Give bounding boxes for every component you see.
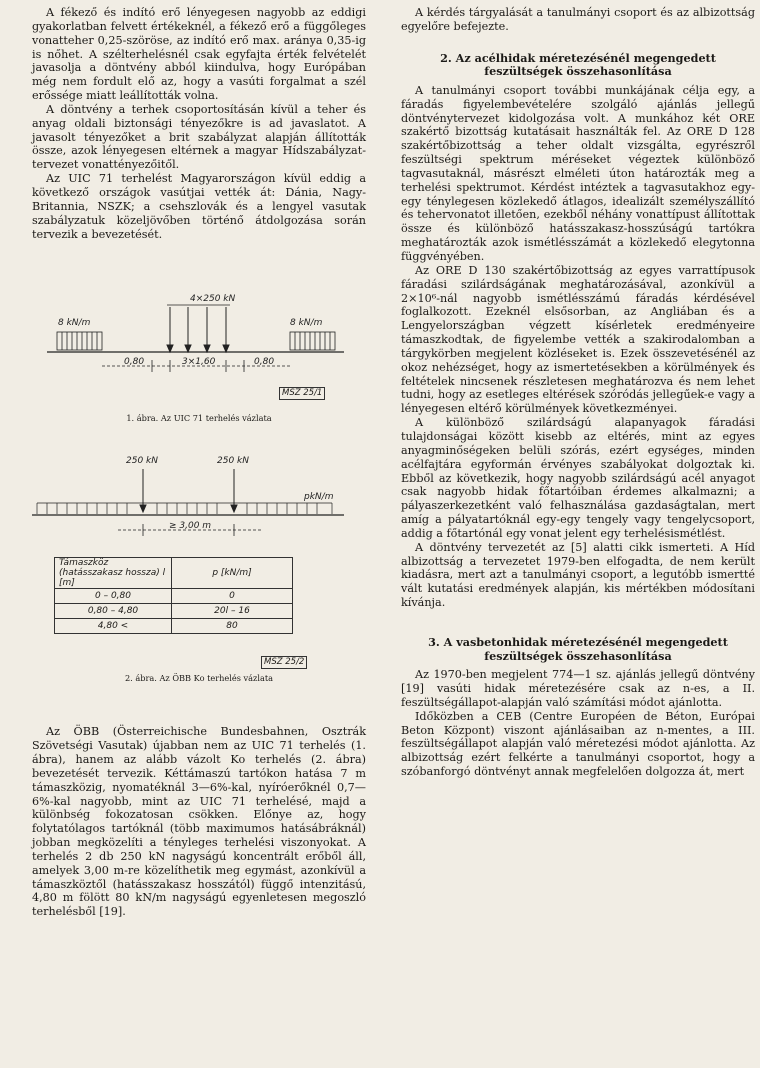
figure-2-pk-label: pkN/m <box>304 492 334 503</box>
figure-1-dim-mid: 3×1,60 <box>182 357 216 368</box>
left-paragraph-3: Az UIC 71 terhelést Magyarországon kívül eddig a következő országok vasútjai vették át: Dánia, Nagy-Britannia, NSZK; a csehszlovák és a lengyel vasutak szabályzatuk közeljövőben történő átdolgozása során tervezik a bevezetését. <box>32 172 366 241</box>
right-paragraph-0: A kérdés tárgyalását a tanulmányi csoport és az albizottság egyelőre befejezte. <box>401 6 755 33</box>
figure-2-force-arrows <box>140 469 237 512</box>
figure-2-table-cell-p: 20l – 16 <box>172 604 293 619</box>
figure-2-table-cell-p: 0 <box>172 589 293 604</box>
figure-2-table-cell-p: 80 <box>172 619 293 634</box>
figure-2-stamp: MSZ 25/2 <box>261 656 307 669</box>
figure-2-table-header-span: Támaszköz (hatásszakasz hossza) l [m] <box>55 558 172 589</box>
figure-1-stamp: MSZ 25/1 <box>279 387 325 400</box>
figure-2-force-2-label: 250 kN <box>217 456 249 467</box>
section-heading-2: 2. Az acélhidak méretezésénél megengedett feszültségek összehasonlítása <box>440 50 716 79</box>
figure-1-distributed-loads <box>57 332 335 350</box>
left-column <box>32 6 366 919</box>
figure-2-table-cell-l: 0,80 – 4,80 <box>55 604 172 619</box>
figure-1-dim-right: 0,80 <box>254 357 275 368</box>
figure-2-dimension: ≥ 3,00 m <box>169 521 212 532</box>
figure-1-force-arrows <box>167 307 229 352</box>
table-row <box>55 589 293 604</box>
figure-1-dim-left: 0,80 <box>124 357 145 368</box>
right-paragraph-4: A döntvény tervezetét az [5] alatti cikk ismerteti. A Híd albizottság a tervezetet 1979-ben elfogadta, de nem került kiadásra, mert azt a tanulmányi csoport, a legutóbb ismertté vált kutatási eredmények alapján, kis mértékben módosítani kívánja. <box>401 540 755 610</box>
figure-1-left-load-label: 8 kN/m <box>58 318 91 329</box>
figure-2-table-cell-l: 4,80 < <box>55 619 172 634</box>
figure-2-distributed-load <box>37 503 332 514</box>
section-heading-3: 3. A vasbetonhidak méretezésénél megengedett feszültségek összehasonlítása <box>428 634 728 663</box>
right-paragraph-1: A tanulmányi csoport további munkájának célja egy, a fáradás figyelembevételére szolgáló ajánlás jellegű döntvénytervezet kidolgozása volt. A munkához két ORE szakértő bizottság kutatásait használták fel. Az ORE D 128 szakértőbizottság a teher oldalt vizsgálta, egyrészről feszültségi spektrum méréseket végeztek különböző tagvasutaknál, másrészt elméleti úton határozták meg a terhelési spektrumot. Kérdést intéztek a tagvasutakhoz egy-egy ténylegesen közlekedő átlagos, idealizált személyszállító és tehervonatot illetően, ezekből néhány vonattípust állítottak össze és különböző hatásszakasz-hosszúságú tartókra meghatározták azok ismétlésszámát a közlekedő elegytonna függvényében. <box>401 83 755 263</box>
figure-1 <box>32 241 366 427</box>
right-paragraph-5: Az 1970-ben megjelent 774—1 sz. ajánlás jellegű döntvény [19] vasúti hidak méretezésére csak az n-es, a II. feszültségállapot-alapján való számítási módot ajánlotta. <box>401 668 755 709</box>
table-row <box>55 619 293 634</box>
left-paragraph-2: A döntvény a terhek csoportosításán kívül a teher és anyag oldali biztonsági tényezőkre is ad javaslatot. A javasolt tényezőket a brit szabályzat alapján állították össze, azok lényegesen eltérnek a magyar Hídszabályzat-tervezet vonattényezőitől. <box>32 102 366 172</box>
figure-2-table-cell-l: 0 – 0,80 <box>55 589 172 604</box>
figure-2-table-header-p: p [kN/m] <box>172 558 293 589</box>
figure-1-right-load-label: 8 kN/m <box>290 318 323 329</box>
right-paragraph-6: Időközben a CEB (Centre Européen de Béton, Európai Beton Központ) viszont ajánlásaiban az n-mentes, a III. feszültségállapot alapján való méretezési módot ajánlotta. Az albizottság ezért felkérte a tanulmányi csoportot, hogy a szóbanforgó döntvényt annak megfelelően dolgozza át, mert <box>401 709 755 779</box>
table-row <box>55 604 293 619</box>
figure-2-force-1-label: 250 kN <box>126 456 158 467</box>
right-paragraph-2: Az ORE D 130 szakértőbizottság az egyes varrattípusok fáradási szilárdságának meghatározásával, azonkívül a 2×10⁶-nál nagyobb ismétlésszámú fáradás kérdésével foglalkozott. Ezeknél elsősorban, az Angliában és a Lengyelországban végzett kísérletek eredményeire támaszkodtak, de figyelembe vették a szakirodalomban a tárgykörben megjelent közléseket is. Ezek összevetésénél az okoz nehézséget, hogy az ismertetésekben a körülmények és feltételek nincsenek részletesen meghatározva és nem lehet tudni, hogy az esetleges eltérések szóródás jellegűek-e vagy a lényegesen eltérő körülmények következményei. <box>401 263 755 416</box>
figure-2-caption: 2. ábra. Az ÖBB Ko terhelés vázlata <box>124 673 274 684</box>
right-paragraph-3: A különböző szilárdságú alapanyagok fáradási tulajdonságai között kisebb az eltérés, mint az egyes anyagminőségeken belüli szórás, ezért egységes, minden acélfajtára egyformán érvényes szabályokat dolgoztak ki. Ebből az következik, hogy nagyobb szilárdságú acél anyagot csak nagyobb hidak főtartóiban érdemes alkalmazni; a pályaszerkezetként való felhasználása gazdaságtalan, mert amíg a pályatartóknál egy-egy tengely vagy tengelycsoport, addig a főtartónál egy vonat jelent egy terhelésismétlést. <box>401 416 755 540</box>
figure-1-caption: 1. ábra. Az UIC 71 terhelés vázlata <box>126 413 272 424</box>
left-paragraph-1: A fékező és indító erő lényegesen nagyobb az eddigi gyakorlatban felvett értékeknél, a fékező erő a függőleges vonatteher 0,25-szöröse, az indító erő max. aránya 0,35-ig is nőhet. A szélterhelésnél csak egyfajta érték felvételét javasolja a döntvény abból kiindulva, hogy Európában még nem fordult elő az, hogy a vasúti forgalmat a szél erőssége miatt leállították volna. <box>32 6 366 103</box>
left-paragraph-4: Az ÖBB (Österreichische Bundesbahnen, Osztrák Szövetségi Vasutak) újabban nem az UIC 71 terhelés (1. ábra), hanem az alább vázolt Ko terhelés (2. ábra) bevezetését tervezik. Kéttámaszú tartókon hatása 7 m támaszközig, nyomatéknál 3—6%-kal, nyíróerőknél 0,7—6%-kal nagyobb, mint az UIC 71 terhelésé, majd a különbség fokozatosan csökken. Előnye az, hogy folytatólagos tartóknál (több maximumos hatásábráknál) jobban megközelíti a tényleges terhelési viszonyokat. A terhelés 2 db 250 kN nagyságú koncentrált erőből áll, amelyek 3,00 m-re közelíthetik meg egymást, azonkívül a támaszköztől (hatásszakasz hosszától) függő intenzitású, 4,80 m fölött 80 kN/m nagyságú egyenletesen megoszló terhelésből [19]. <box>32 725 366 919</box>
figure-2 <box>32 427 366 687</box>
figure-1-drawing <box>32 241 366 411</box>
right-column <box>401 6 755 779</box>
figure-1-force-label: 4×250 kN <box>190 294 236 305</box>
figure-2-load-table <box>54 557 293 634</box>
